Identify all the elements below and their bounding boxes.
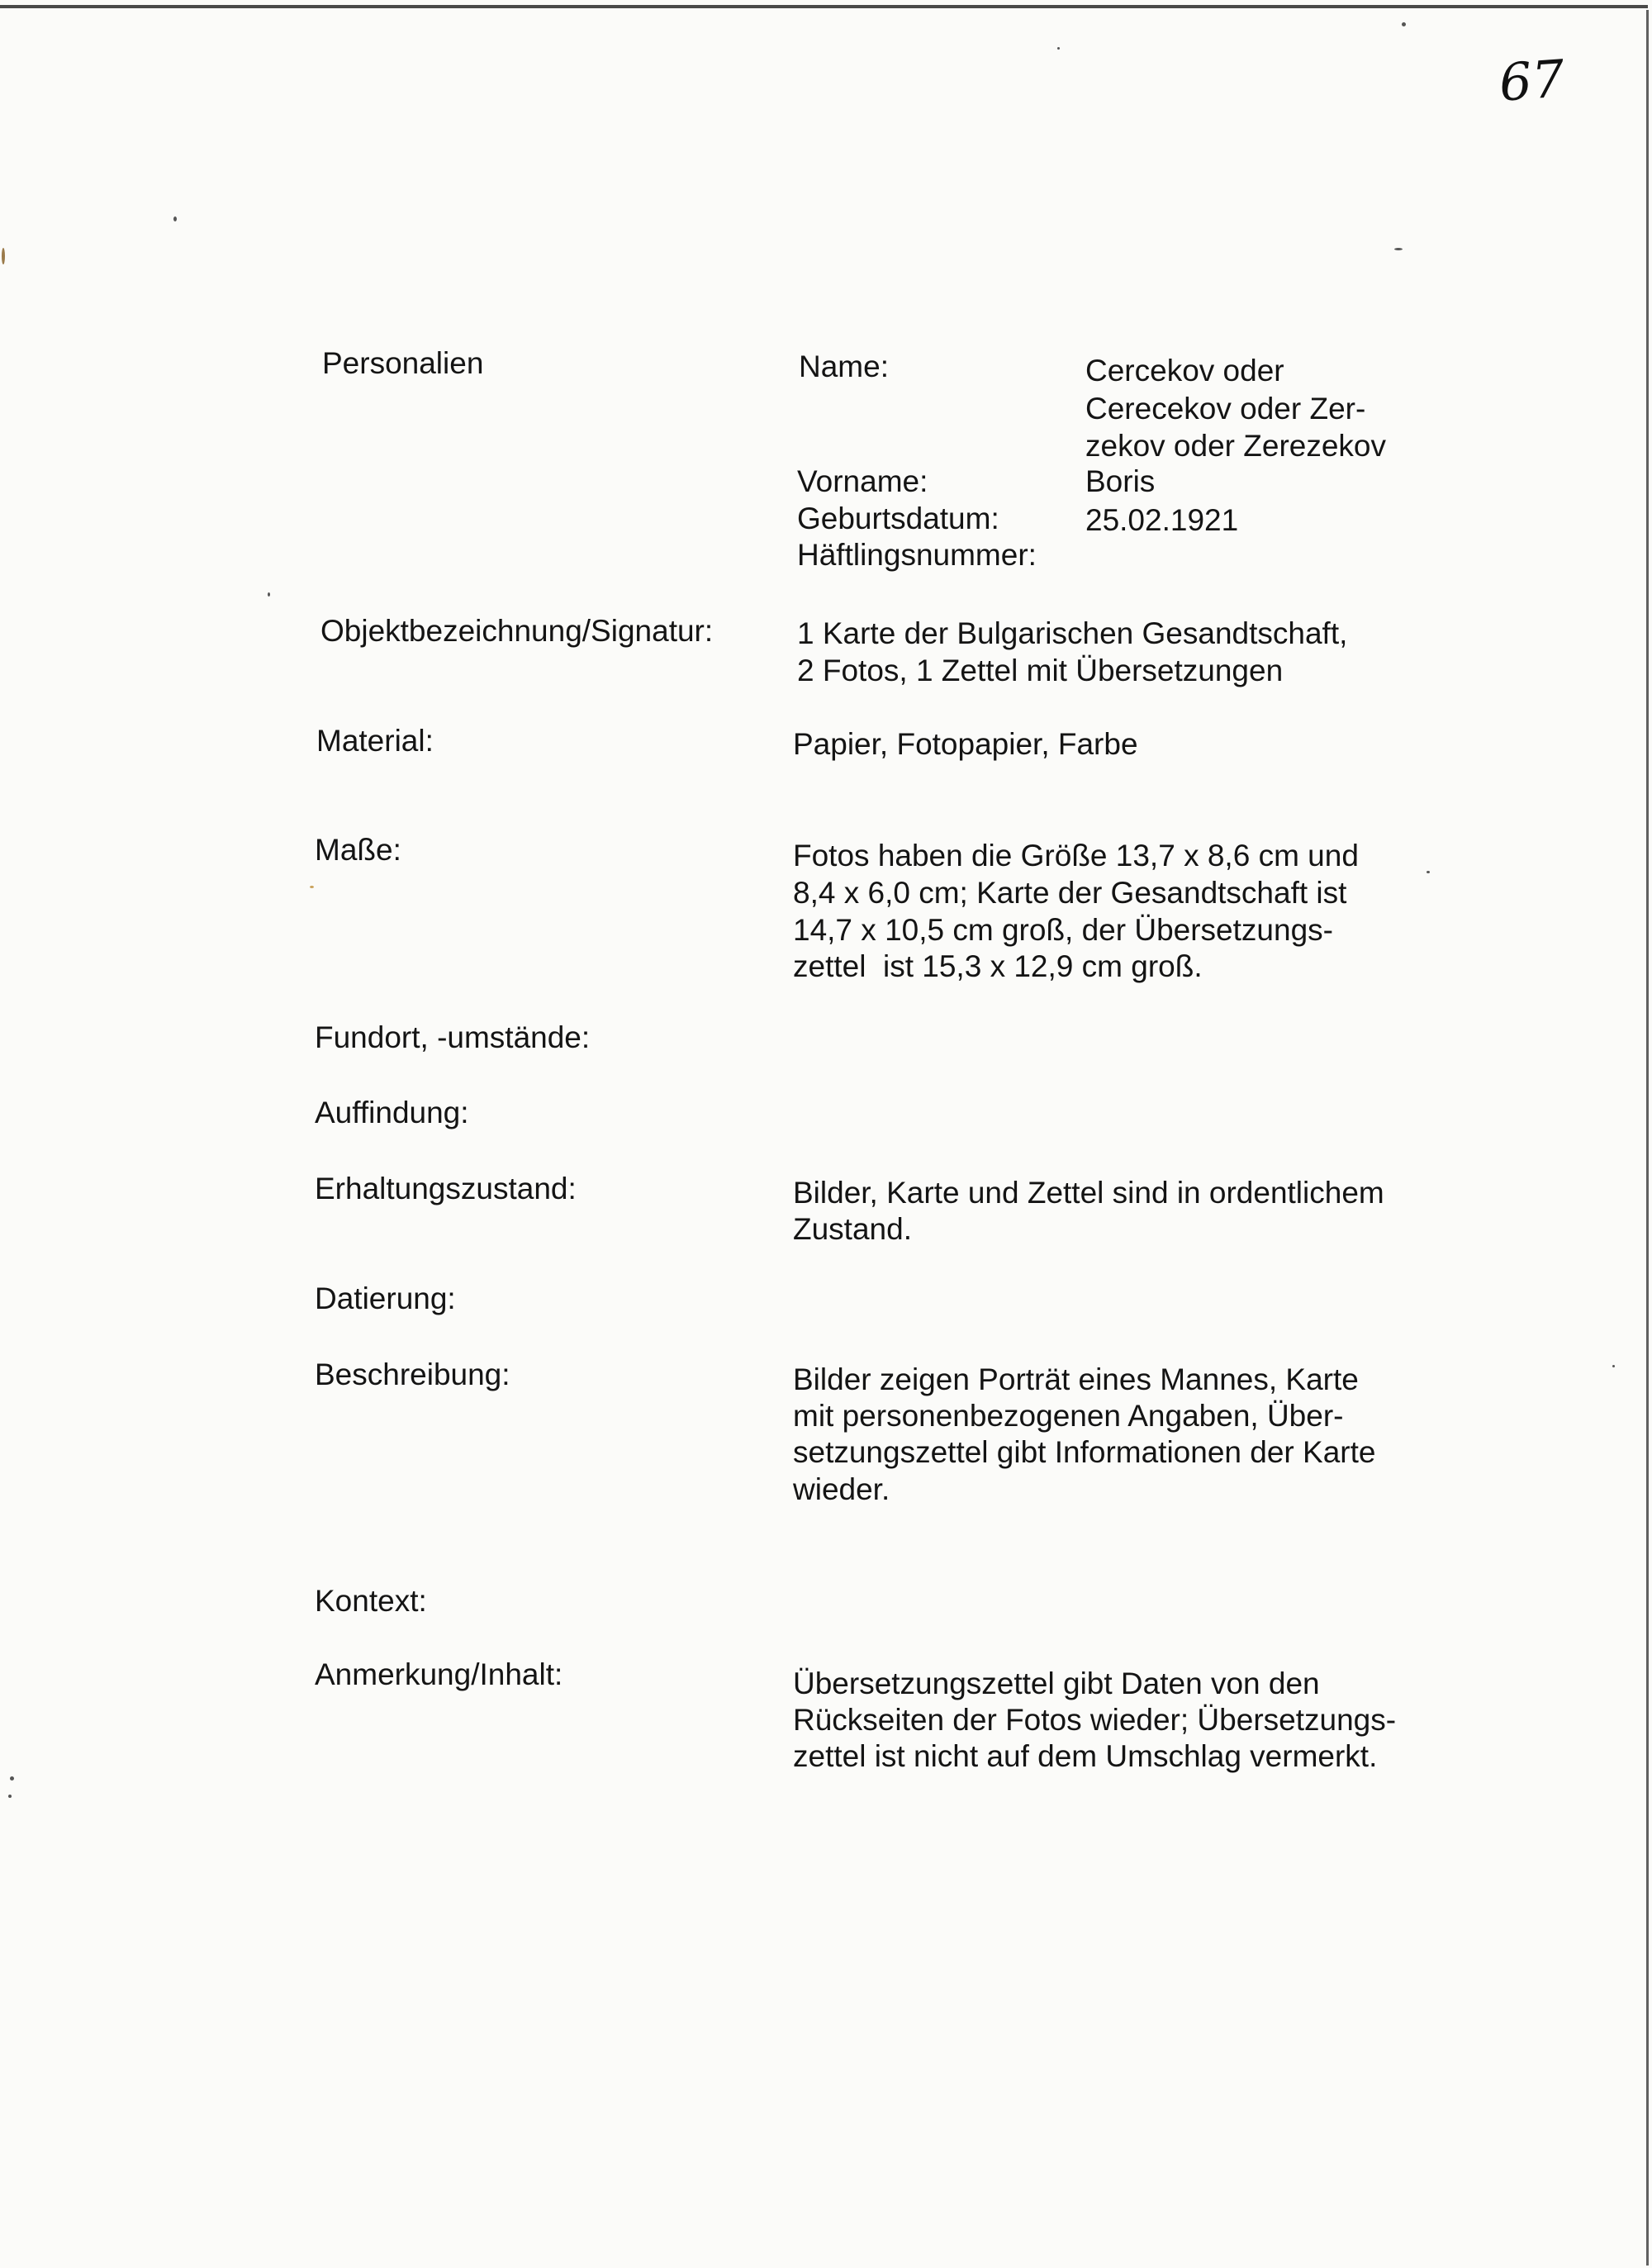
datierung-label: Datierung: — [315, 1281, 456, 1315]
haeftlingsnummer-label: Häftlingsnummer: — [797, 538, 1037, 572]
scan-speck — [1057, 47, 1060, 50]
scan-speck — [1394, 248, 1403, 250]
name-value-line-3: zekov oder Zerezekov — [1085, 429, 1387, 463]
beschreibung-label: Beschreibung: — [315, 1357, 510, 1391]
vorname-label: Vorname: — [797, 464, 928, 498]
masse-value-line-3: 14,7 x 10,5 cm groß, der Übersetzungs- — [793, 913, 1333, 947]
beschreibung-value-line-3: setzungszettel gibt Informationen der Karte — [793, 1435, 1376, 1469]
anmerkung-label: Anmerkung/Inhalt: — [315, 1657, 563, 1691]
masse-value-line-4: zettel ist 15,3 x 12,9 cm groß. — [793, 949, 1203, 983]
name-label: Name: — [799, 349, 889, 383]
scan-speck — [268, 592, 270, 597]
material-label: Material: — [316, 724, 434, 758]
fundort-label: Fundort, -umstände: — [315, 1020, 591, 1054]
masse-value-line-1: Fotos haben die Größe 13,7 x 8,6 cm und — [793, 839, 1359, 872]
scan-speck — [8, 1795, 12, 1798]
scan-speck — [10, 1776, 14, 1781]
erhaltungszustand-value-line-2: Zustand. — [793, 1212, 912, 1246]
vorname-value: Boris — [1085, 464, 1156, 498]
scan-speck — [1427, 871, 1430, 873]
scan-speck — [2, 248, 5, 264]
material-value: Papier, Fotopapier, Farbe — [793, 727, 1138, 761]
scan-edge-right — [1646, 10, 1649, 2266]
geburtsdatum-value: 25.02.1921 — [1085, 503, 1239, 537]
beschreibung-value-line-4: wieder. — [793, 1472, 890, 1506]
name-value-line-1: Cercekov oder — [1085, 354, 1284, 388]
masse-label: Maße: — [315, 833, 401, 867]
scan-speck — [173, 216, 177, 221]
handwritten-page-number: 67 — [1497, 48, 1567, 113]
geburtsdatum-label: Geburtsdatum: — [797, 502, 999, 535]
erhaltungszustand-value-line-1: Bilder, Karte und Zettel sind in ordentlichem — [793, 1176, 1384, 1210]
personalien-heading: Personalien — [322, 346, 484, 380]
scan-speck — [1612, 1365, 1615, 1367]
anmerkung-value-line-2: Rückseiten der Fotos wieder; Übersetzungs- — [793, 1703, 1397, 1737]
objekt-value-line-2: 2 Fotos, 1 Zettel mit Übersetzungen — [797, 654, 1284, 687]
scan-speck — [1402, 22, 1406, 26]
anmerkung-value-line-1: Übersetzungszettel gibt Daten von den — [793, 1667, 1320, 1700]
erhaltungszustand-label: Erhaltungszustand: — [315, 1172, 577, 1205]
kontext-label: Kontext: — [315, 1584, 427, 1618]
objekt-label: Objektbezeichnung/Signatur: — [320, 614, 714, 648]
objekt-value-line-1: 1 Karte der Bulgarischen Gesandtschaft, — [797, 616, 1348, 650]
name-value-line-2: Cerecekov oder Zer- — [1085, 392, 1366, 426]
anmerkung-value-line-3: zettel ist nicht auf dem Umschlag vermerkt. — [793, 1739, 1378, 1773]
beschreibung-value-line-2: mit personenbezogenen Angaben, Über- — [793, 1399, 1344, 1433]
masse-value-line-2: 8,4 x 6,0 cm; Karte der Gesandtschaft ist — [793, 876, 1347, 910]
scan-edge-top — [0, 5, 1648, 8]
beschreibung-value-line-1: Bilder zeigen Porträt eines Mannes, Karte — [793, 1362, 1359, 1396]
auffindung-label: Auffindung: — [315, 1096, 469, 1129]
scan-speck — [310, 886, 314, 888]
